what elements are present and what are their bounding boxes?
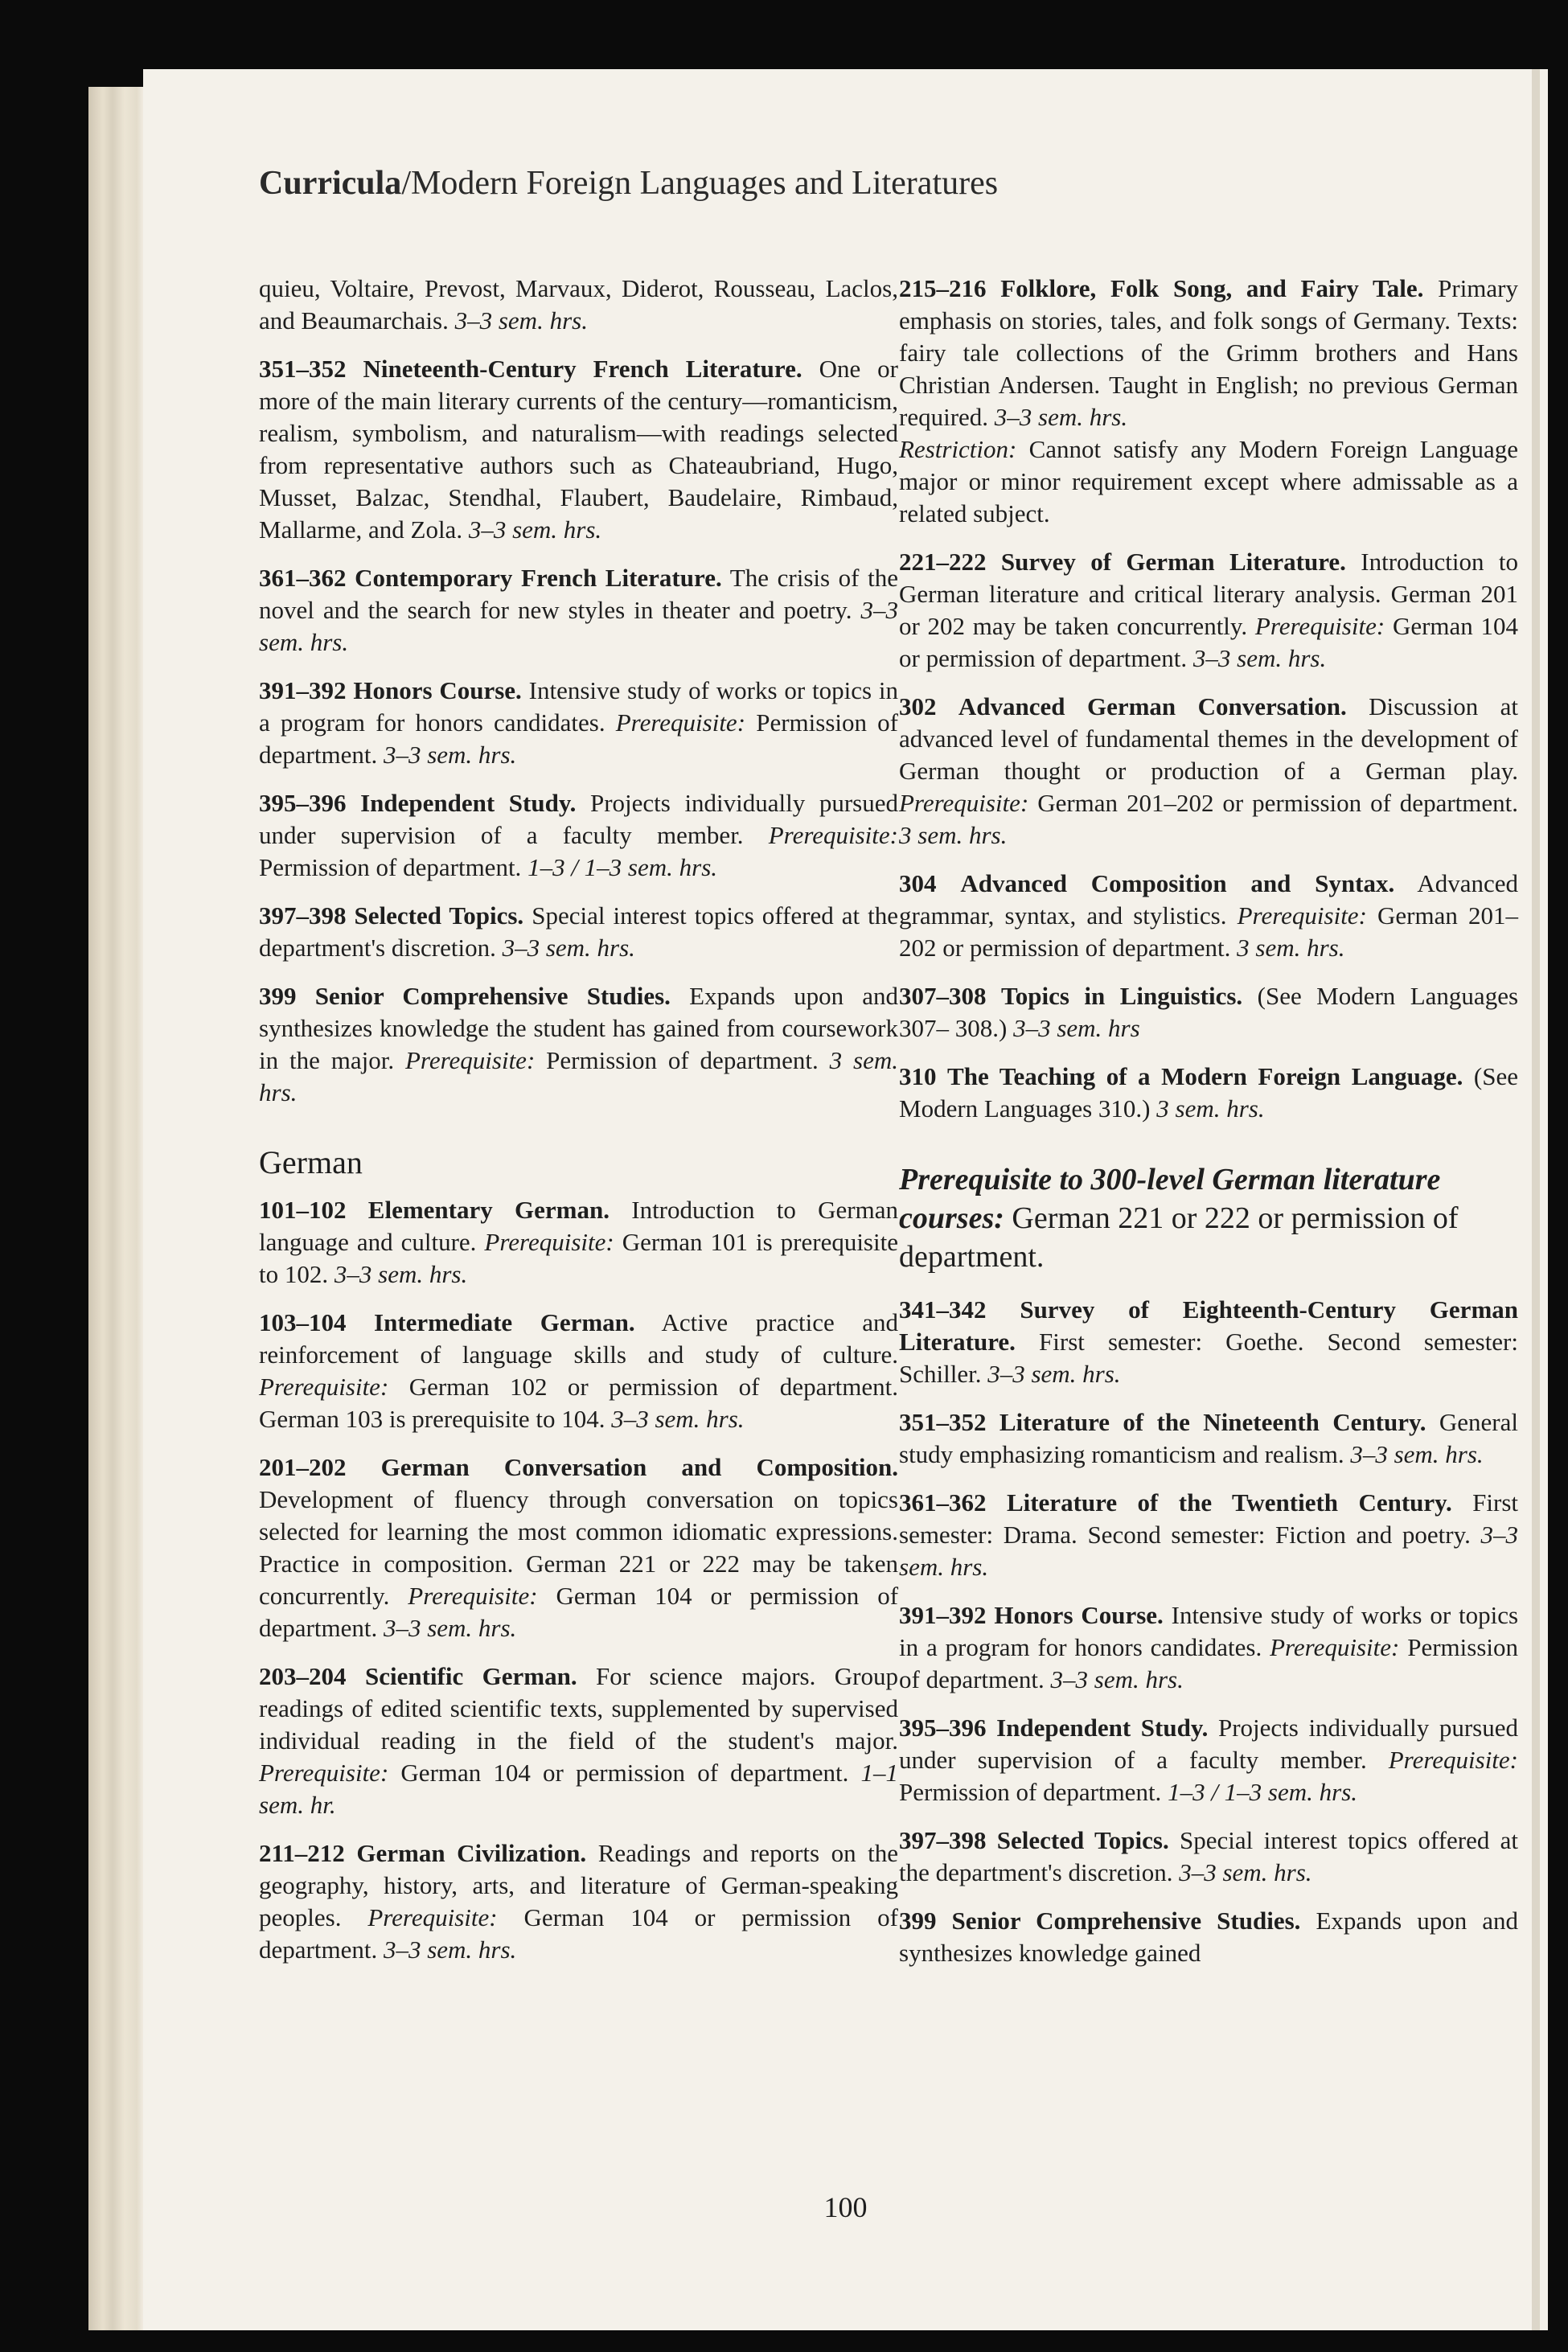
prerequisite-label: Prerequisite:: [259, 1373, 389, 1401]
course-description: Special interest topics offered at the department's discretion.: [259, 901, 898, 962]
german-heading: German: [259, 1144, 363, 1180]
course-number: 397–398: [899, 1826, 987, 1854]
prerequisite-note-label: Prerequisite to 300-level German literature courses:: [899, 1163, 1441, 1235]
running-head-section: Curricula: [259, 165, 402, 202]
course-hours: 3–3 sem. hrs.: [383, 1614, 517, 1642]
course-number: 391–392: [259, 676, 347, 704]
course-number: 395–396: [259, 789, 347, 817]
course-hours: 3–3 sem. hrs.: [899, 1521, 1518, 1581]
course-entry: [899, 1825, 1518, 1889]
course-title: Topics in Linguistics.: [1000, 982, 1243, 1010]
course-number: 101–102: [259, 1196, 347, 1224]
course-description: Readings and reports on the geography, history, arts, and literature of German-speaking peoples.: [259, 1839, 899, 1931]
course-hours: 3–3 sem. hrs.: [987, 1360, 1121, 1388]
course-title: Independent Study.: [996, 1714, 1209, 1742]
course-entry: [899, 1712, 1518, 1808]
course-hours: 3–3 sem. hrs.: [994, 403, 1128, 431]
course-hours: 3 sem. hrs.: [899, 821, 1008, 849]
course-number: 397–398: [259, 901, 347, 930]
prerequisite-label: Prerequisite:: [367, 1903, 498, 1931]
prerequisite-text: German 104 or permission of department.: [400, 1759, 849, 1787]
course-hours: 3–3 sem. hrs.: [1050, 1665, 1184, 1693]
course-hours: 3–3 sem. hrs.: [334, 1260, 468, 1288]
prerequisite-text: Permission of department.: [899, 1778, 1162, 1806]
course-entry: [899, 546, 1518, 675]
course-description: (See Modern Languages 310.): [899, 1062, 1519, 1123]
course-hours: 1–3 / 1–3 sem. hrs.: [1168, 1778, 1358, 1806]
course-title: Nineteenth-Century French Literature.: [363, 355, 802, 383]
course-description: Projects individually pursued under supervision of a faculty member.: [259, 789, 899, 849]
course-entry: [259, 562, 898, 659]
course-description: The crisis of the novel and the search for new styles in theater and poetry.: [259, 564, 898, 624]
course-entry: [899, 1905, 1518, 1969]
restriction-label: Restriction:: [899, 435, 1017, 463]
course-description: Projects individually pursued under supervision of a faculty member.: [899, 1714, 1519, 1774]
course-entry: [899, 1599, 1518, 1696]
course-entry: [899, 273, 1518, 530]
course-entry: [899, 980, 1518, 1045]
prerequisite-label: Prerequisite:: [259, 1759, 389, 1787]
prerequisite-label: Prerequisite:: [768, 821, 898, 849]
course-description: For science majors. Group readings of edited scientific texts, supplemented by supervised individual reading in the field of the student's major.: [259, 1662, 898, 1755]
course-number: 211–212: [259, 1839, 345, 1867]
prerequisite-label: Prerequisite:: [1388, 1746, 1519, 1774]
catalog-page: [143, 69, 1548, 2330]
course-number: 351–352: [899, 1408, 987, 1436]
prerequisite-note: [899, 1160, 1518, 1276]
course-description: (See Modern Languages 307– 308.): [899, 982, 1519, 1042]
course-number: 361–362: [259, 564, 347, 592]
course-entry: [899, 1061, 1518, 1125]
course-entry: [259, 675, 898, 771]
course-entry: [259, 1660, 898, 1821]
course-number: 203–204: [259, 1662, 347, 1690]
left-column: [259, 273, 898, 1982]
course-title: Survey of Eighteenth-Century German Literature.: [899, 1295, 1519, 1356]
course-title: The Teaching of a Modern Foreign Language.: [947, 1062, 1463, 1090]
course-entry: [259, 353, 898, 546]
course-hours: 3–3 sem. hrs.: [1179, 1858, 1312, 1886]
course-number: 103–104: [259, 1308, 347, 1336]
prerequisite-text: Permission of department.: [546, 1046, 819, 1074]
course-entry: [259, 1307, 898, 1435]
course-description: Intensive study of works or topics in a program for honors candidates.: [259, 676, 899, 737]
course-title: Survey of German Literature.: [1000, 548, 1346, 576]
course-entry: [899, 1406, 1518, 1471]
course-number: 215–216: [899, 274, 987, 302]
course-number: 310: [899, 1062, 937, 1090]
course-title: Senior Comprehensive Studies.: [951, 1907, 1301, 1935]
prerequisite-text: German 201–202 or permission of department.: [1037, 789, 1518, 817]
prerequisite-text: German 104 or permission of department.: [259, 1903, 899, 1964]
course-description: Advanced grammar, syntax, and stylistics.: [899, 869, 1518, 930]
course-title: Independent Study.: [360, 789, 577, 817]
course-title: German Civilization.: [356, 1839, 587, 1867]
prerequisite-label: Prerequisite:: [1254, 612, 1385, 640]
right-course-list: [899, 273, 1518, 1125]
prerequisite-note-text: German 221 or 222 or permission of department.: [899, 1201, 1459, 1274]
course-title: Selected Topics.: [996, 1826, 1169, 1854]
course-hours: 3–3 sem. hrs.: [383, 741, 517, 769]
course-title: Contemporary French Literature.: [355, 564, 722, 592]
course-title: Elementary German.: [367, 1196, 610, 1224]
course-entry: [899, 691, 1518, 852]
course-title: Scientific German.: [364, 1662, 577, 1690]
course-number: 361–362: [899, 1488, 987, 1517]
running-head: [259, 164, 998, 203]
course-title: German Conversation and Composition.: [380, 1453, 898, 1481]
course-hours: 3–3 sem. hrs.: [611, 1405, 745, 1433]
course-entry: [899, 1487, 1518, 1583]
course-number: 351–352: [259, 355, 347, 383]
course-entry: [259, 1194, 898, 1291]
course-hours: 1–1 sem. hr.: [259, 1759, 898, 1819]
running-head-subtitle: /Modern Foreign Languages and Literatures: [401, 165, 999, 202]
course-title: Honors Course.: [994, 1601, 1164, 1629]
course-description: Special interest topics offered at the department's discretion.: [899, 1826, 1519, 1886]
course-description: First semester: Drama. Second semester: Fiction and poetry.: [899, 1488, 1518, 1549]
course-title: Folklore, Folk Song, and Fairy Tale.: [1000, 274, 1424, 302]
course-description: One or more of the main literary currents of the century—romanticism, realism, symbolism, and naturalism—with readings selected from representative authors such as Chateaubriand, Hugo, Musset, Balzac, Stendhal, Flaubert, Baudelaire, Rimbaud, Mallarme, and Zola.: [259, 355, 899, 544]
course-entry: [899, 1294, 1518, 1390]
course-number: 391–392: [899, 1601, 987, 1629]
course-number: 302: [899, 692, 937, 720]
course-hours: 3–3 sem. hrs.: [1192, 644, 1327, 672]
prerequisite-text: German 101 is prerequisite to 102.: [259, 1228, 898, 1288]
course-entry: [259, 787, 898, 884]
prerequisite-label: Prerequisite:: [899, 789, 1029, 817]
course-title: Selected Topics.: [354, 901, 524, 930]
course-description: Expands upon and synthesizes knowledge the student has gained from coursework in the major.: [259, 982, 899, 1074]
prerequisite-text: German 104 or permission of department.: [259, 1582, 899, 1642]
course-description: Introduction to German language and culture.: [259, 1196, 899, 1256]
course-hours: 3–3 sem. hrs.: [454, 306, 588, 335]
course-number: 221–222: [899, 548, 987, 576]
course-title: Senior Comprehensive Studies.: [314, 982, 671, 1010]
course-entry: [259, 1837, 898, 1966]
prerequisite-text: German 104 or permission of department.: [899, 612, 1519, 672]
course-hours: 3–3 sem. hrs.: [468, 515, 602, 544]
course-number: 399: [259, 982, 297, 1010]
course-entry: [259, 1451, 898, 1644]
course-number: 395–396: [899, 1714, 987, 1742]
prerequisite-label: Prerequisite:: [408, 1582, 538, 1610]
page-number: 100: [823, 2191, 868, 2223]
course-hours: 3 sem. hrs.: [259, 1046, 898, 1106]
course-title: Advanced German Conversation.: [958, 692, 1347, 720]
left-course-list: [259, 273, 898, 1109]
course-entry: [259, 980, 898, 1109]
course-description: Discussion at advanced level of fundamental themes in the development of German thought or production of a German play.: [899, 692, 1519, 785]
prerequisite-text: Permission of department.: [899, 1633, 1518, 1693]
prerequisite-label: Prerequisite:: [484, 1228, 614, 1256]
course-hours: 3–3 sem. hrs: [1013, 1014, 1140, 1042]
course-title: Advanced Composition and Syntax.: [960, 869, 1395, 897]
course-title: Honors Course.: [353, 676, 522, 704]
course-description: General study emphasizing romanticism and realism.: [899, 1408, 1519, 1468]
right-lower-course-list: [899, 1294, 1518, 1969]
course-description: quieu, Voltaire, Prevost, Marvaux, Diderot, Rousseau, Laclos, and Beaumarchais.: [259, 274, 898, 335]
course-hours: 3–3 sem. hrs.: [502, 934, 635, 962]
page-right-edge: [1532, 69, 1540, 2330]
course-entry: [899, 868, 1518, 964]
course-number: 201–202: [259, 1453, 347, 1481]
german-course-list: [259, 1194, 898, 1966]
prerequisite-text: German 201–202 or permission of department.: [899, 901, 1518, 962]
course-entry: [259, 900, 898, 964]
course-hours: 3–3 sem. hrs.: [259, 596, 898, 656]
course-number: 399: [899, 1907, 937, 1935]
restriction-text: Cannot satisfy any Modern Foreign Language major or minor requirement except where admissable as a related subject.: [899, 435, 1518, 527]
course-description: Primary emphasis on stories, tales, and folk songs of Germany. Texts: fairy tale collections of the Grimm brothers and Hans Christian Andersen. Taught in English; no previous German required.: [899, 274, 1518, 431]
course-number: 304: [899, 869, 937, 897]
right-column: [899, 273, 1518, 1985]
course-description: First semester: Goethe. Second semester: Schiller.: [899, 1328, 1518, 1388]
course-hours: 3–3 sem. hrs.: [1350, 1440, 1484, 1468]
course-title: Intermediate German.: [374, 1308, 635, 1336]
course-title: Literature of the Twentieth Century.: [1006, 1488, 1452, 1517]
prerequisite-label: Prerequisite:: [405, 1046, 536, 1074]
course-hours: 3 sem. hrs.: [1237, 934, 1345, 962]
prerequisite-label: Prerequisite:: [1270, 1633, 1400, 1661]
prerequisite-text: German 102 or permission of department. German 103 is prerequisite to 104.: [259, 1373, 898, 1433]
course-hours: 3–3 sem. hrs.: [383, 1935, 517, 1964]
course-description: Intensive study of works or topics in a program for honors candidates.: [899, 1601, 1519, 1661]
prerequisite-text: Permission of department.: [259, 708, 898, 769]
course-hours: 3 sem. hrs.: [1156, 1094, 1265, 1123]
course-entry: [259, 273, 898, 337]
course-number: 307–308: [899, 982, 987, 1010]
course-description: Expands upon and synthesizes knowledge gained: [899, 1907, 1518, 1967]
prerequisite-label: Prerequisite:: [615, 708, 746, 737]
prerequisite-text: Permission of department.: [259, 853, 522, 881]
course-description: Development of fluency through conversation on topics selected for learning the most common idiomatic expressions. Practice in composition. German 221 or 222 may be taken concurrently.: [259, 1485, 898, 1610]
course-title: Literature of the Nineteenth Century.: [999, 1408, 1426, 1436]
course-hours: 1–3 / 1–3 sem. hrs.: [527, 853, 718, 881]
course-description: Introduction to German literature and critical literary analysis. German 201 or 202 may be taken concurrently.: [899, 548, 1519, 640]
prerequisite-label: Prerequisite:: [1237, 901, 1367, 930]
course-number: 341–342: [899, 1295, 987, 1324]
course-description: Active practice and reinforcement of language skills and study of culture.: [259, 1308, 898, 1369]
